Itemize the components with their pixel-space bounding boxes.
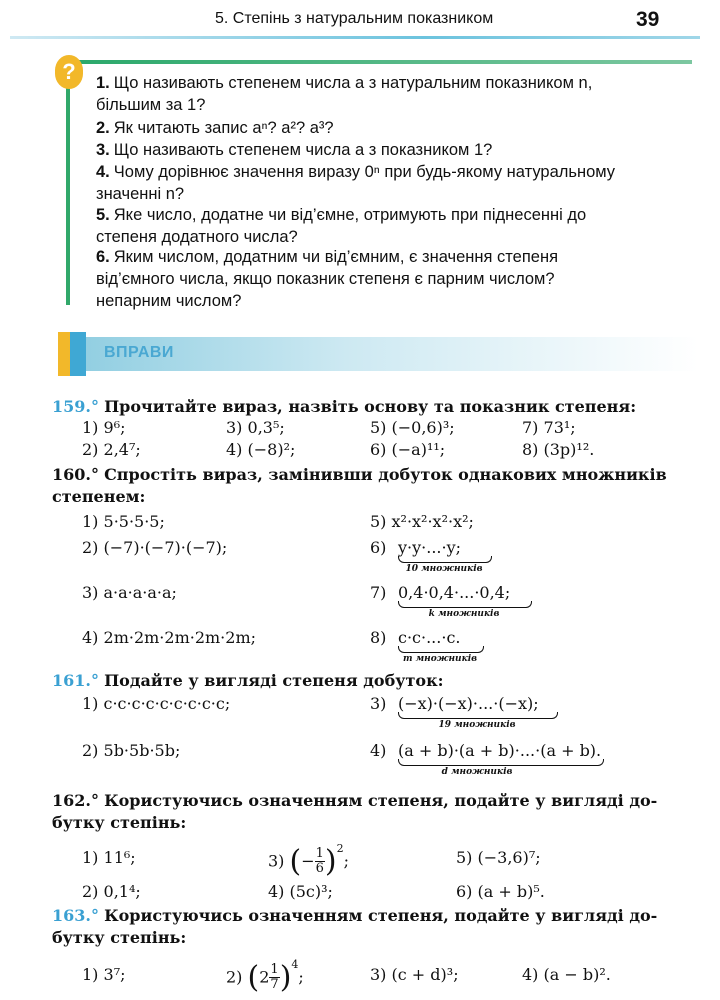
ex163-item: 3) (c + d)³;	[370, 965, 459, 984]
ex159-item: 7) 73¹;	[522, 418, 576, 437]
section-tab-yellow	[58, 332, 70, 376]
ex160-item: c·c·...·c.	[398, 628, 461, 647]
question-3: 3. Що називають степенем числа a з показником 1?	[96, 141, 493, 159]
underbrace	[398, 601, 532, 608]
exercise-163-heading: 163.° Користуючись означенням степеня, подайте у вигляді до- бутку степінь:	[52, 906, 658, 947]
ex162-item-fraction: 3) (− $\frac{1}{6}$ )$^2$;	[268, 842, 350, 879]
underbrace	[398, 646, 484, 653]
ex161-item: 2) 5b·5b·5b;	[82, 741, 181, 760]
ex163-item-fraction: 2) (2 $\frac{1}{7}$ )$^4$;	[226, 958, 304, 995]
ex161-item: 1) c·c·c·c·c·c·c·c·c;	[82, 694, 231, 713]
ex161-item: (a + b)·(a + b)·...·(a + b).	[398, 741, 602, 760]
ex160-item-number: 8)	[370, 628, 387, 647]
underbrace	[398, 759, 604, 766]
brace-label: m множників	[402, 654, 478, 664]
ex160-item: 3) a·a·a·a·a;	[82, 583, 177, 602]
ex160-item: 2) (−7)·(−7)·(−7);	[82, 538, 228, 557]
section-label: ВПРАВИ	[104, 344, 174, 361]
header-rule	[10, 36, 700, 39]
ex162-item: 4) (5c)³;	[268, 882, 333, 901]
ex159-item: 5) (−0,6)³;	[370, 418, 455, 437]
ex160-item: y·y·...·y;	[398, 538, 462, 557]
exercise-159-heading: 159.° Прочитайте вираз, назвіть основу та показник степеня:	[52, 397, 637, 416]
questions-rule-vertical	[66, 60, 70, 305]
brace-label: 10 множників	[405, 564, 483, 574]
brace-label: d множників	[441, 767, 513, 777]
ex161-item: (−x)·(−x)·...·(−x);	[398, 694, 539, 713]
ex160-item: 4) 2m·2m·2m·2m·2m;	[82, 628, 256, 647]
ex159-item: 3) 0,3⁵;	[226, 418, 285, 437]
ex160-item: 0,4·0,4·...·0,4;	[398, 583, 511, 602]
exercise-162-heading: 162.° Користуючись означенням степеня, подайте у вигляді до- бутку степінь:	[52, 791, 658, 832]
ex162-item: 5) (−3,6)⁷;	[456, 848, 541, 867]
ex160-item-number: 7)	[370, 583, 387, 602]
brace-label: 19 множників	[438, 720, 516, 730]
ex162-item: 2) 0,1⁴;	[82, 882, 141, 901]
question-6: 6. Яким числом, додатним чи від’ємним, є значення степеня від’ємного числа, якщо показник степеня є парним числом? непарним числом?	[96, 248, 559, 310]
ex160-item: 5) x²·x²·x²·x²;	[370, 512, 474, 531]
header-title: 5. Степінь з натуральним показником	[215, 10, 494, 27]
question-5: 5. Яке число, додатне чи від’ємне, отримують при піднесенні до степеня додатного числа?	[96, 206, 587, 246]
page-number: 39	[636, 8, 660, 31]
questions-rule-horizontal	[62, 60, 692, 64]
question-mark-icon: ?	[55, 55, 83, 89]
ex159-item: 2) 2,4⁷;	[82, 440, 141, 459]
question-4: 4. Чому дорівнює значення виразу 0ⁿ при будь-якому натуральному значенні n?	[96, 163, 616, 203]
underbrace	[398, 556, 492, 563]
ex160-item-number: 6)	[370, 538, 387, 557]
ex160-item: 1) 5·5·5·5;	[82, 512, 165, 531]
ex159-item: 8) (3p)¹².	[522, 440, 595, 459]
ex162-item: 6) (a + b)⁵.	[456, 882, 545, 901]
question-2: 2. Як читають запис aⁿ? a²? a³?	[96, 119, 334, 137]
ex163-item: 1) 3⁷;	[82, 965, 126, 984]
ex162-item: 1) 11⁶;	[82, 848, 136, 867]
question-1: 1. Що називають степенем числа a з натуральним показником n, більшим за 1?	[96, 74, 593, 114]
underbrace	[398, 712, 558, 719]
ex161-item-number: 4)	[370, 741, 387, 760]
exercise-161-heading: 161.° Подайте у вигляді степеня добуток:	[52, 671, 444, 690]
brace-label: k множників	[428, 609, 500, 619]
ex163-item: 4) (a − b)².	[522, 965, 611, 984]
ex161-item-number: 3)	[370, 694, 387, 713]
section-tab-blue	[70, 332, 86, 376]
ex159-item: 6) (−a)¹¹;	[370, 440, 446, 459]
ex159-item: 4) (−8)²;	[226, 440, 296, 459]
exercise-160-heading: 160.° Спростіть вираз, замінивши добуток однакових множників степенем:	[52, 465, 667, 506]
ex159-item: 1) 9⁶;	[82, 418, 126, 437]
